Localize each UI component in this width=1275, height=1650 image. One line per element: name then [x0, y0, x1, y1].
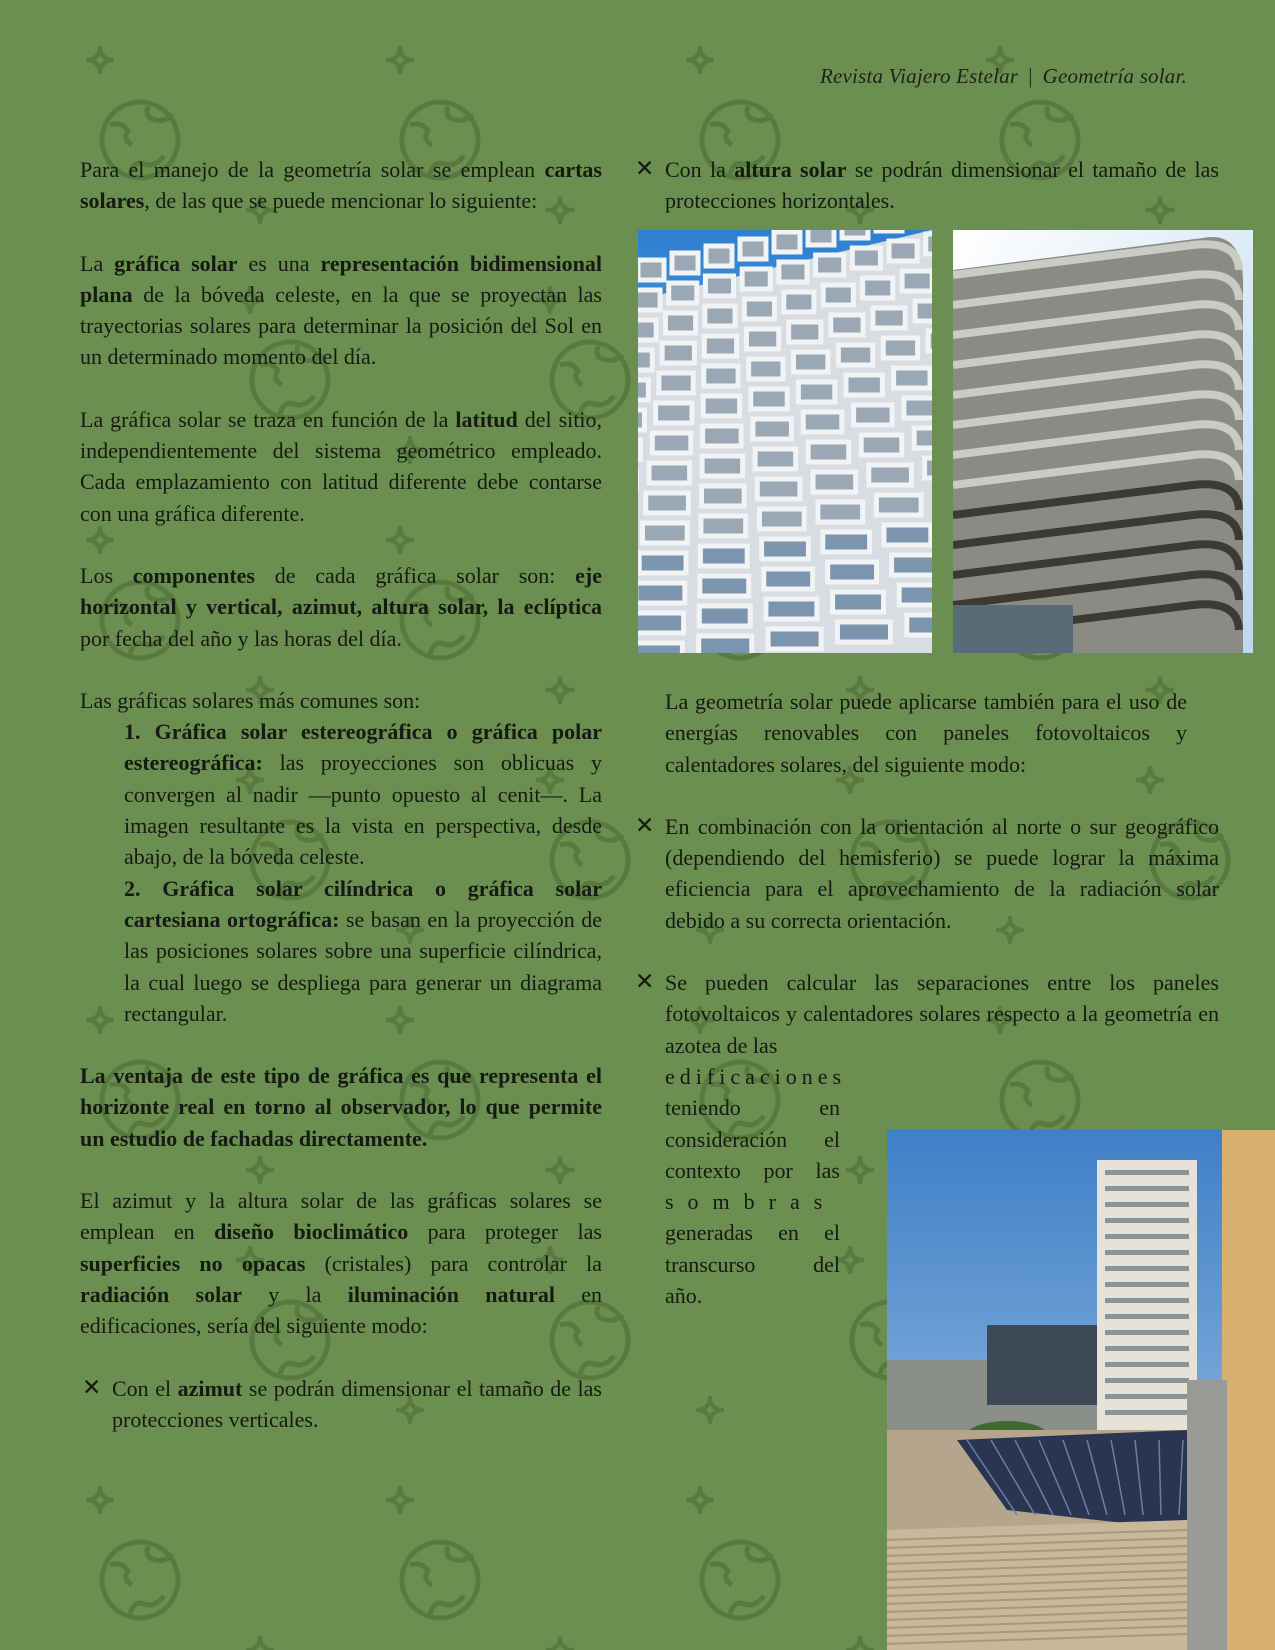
paragraph-grafica-solar: La gráfica solar es una representación bidimensional plana de la bóveda celeste, en la que se proyectan las trayectorias solares para determinar la posición del Sol en un determinado momento del día.: [80, 250, 603, 370]
sparkle-icon: [546, 1636, 574, 1650]
section-title: Geometría solar.: [1042, 64, 1187, 88]
earth-icon: [102, 1542, 178, 1618]
paragraph-latitud: La gráfica solar se traza en función de la latitud del sitio, independientemente del sistema geométrico empleado. Cada emplazamiento con latitud diferente debe contarse con una gráfica diferente.: [80, 406, 602, 526]
paragraph-energias: La geometría solar puede aplicarse también para el uso de energías renovables con paneles fotovoltaicos y calentadores solares, del siguiente modo:: [665, 689, 1187, 777]
sparkle-icon: [86, 46, 114, 74]
x-bullet-icon: ✕: [82, 1374, 102, 1401]
sparkle-icon: [386, 46, 414, 74]
earth-icon: [702, 1542, 778, 1618]
list-item: 2. Gráfica solar cilíndrica o gráfica solar cartesiana ortográfica: se basan en la proyección de las posiciones solares sobre una superficie cilíndrica, la cual luego se despliega para generar un diagrama rectangular.: [124, 875, 602, 1026]
bullet-separaciones: ✕ Se pueden calcular las separaciones entre los paneles fotovoltaicos y calentadores solares respecto a la geometría en azotea de las: [635, 969, 1219, 1058]
x-bullet-icon: ✕: [635, 969, 655, 996]
sparkle-icon: [246, 1636, 274, 1650]
earth-icon: [402, 1542, 478, 1618]
sparkle-icon: [86, 1486, 114, 1514]
sparkle-icon: [846, 1636, 874, 1650]
bullet-separaciones-continued: edificaciones teniendo en consideración el contexto por las sombras generadas en el transcurso del año.: [665, 1063, 847, 1309]
paragraph-azimut-altura: El azimut y la altura solar de las gráficas solares se emplean en diseño bioclimático para proteger las superficies no opacas (cristales) para controlar la radiación solar y la iluminación natural en edificaciones, sería del siguiente modo:: [80, 1188, 603, 1339]
facade-grid-photo: [638, 230, 932, 653]
sparkle-icon: [386, 1486, 414, 1514]
bullet-azimut: ✕ Con el azimut se podrán dimensionar el tamaño de las protecciones verticales.: [82, 1374, 602, 1432]
bullet-orientacion: ✕ En combinación con la orientación al norte o sur geográfico (dependiendo del hemisferio) se puede lograr la máxima eficiencia para el aprovechamiento de la radiación solar debido a su correcta orientación.: [635, 812, 1219, 933]
x-bullet-icon: ✕: [635, 156, 655, 182]
x-bullet-icon: ✕: [635, 812, 655, 839]
sparkle-icon: [686, 1486, 714, 1514]
running-header: Revista Viajero Estelar | Geometría solar.: [819, 64, 1187, 88]
left-column: [80, 154, 602, 1435]
list-intro: Las gráficas solares más comunes son:: [80, 687, 421, 713]
curved-building-photo: [953, 230, 1253, 653]
right-bullet-altura: ✕ Con la altura solar se podrán dimensionar el tamaño de las protecciones horizontales.: [635, 156, 1219, 214]
sparkle-icon: [696, 1396, 724, 1424]
paragraph-componentes: Los componentes de cada gráfica solar son: eje horizontal y vertical, azimut, altura solar, la eclíptica por fecha del año y las horas del día.: [80, 562, 602, 651]
paragraph-intro: Para el manejo de la geometría solar se emplean cartas solares, de las que se puede mencionar lo siguiente:: [80, 157, 602, 214]
list-item: 1. Gráfica solar estereográfica o gráfica polar estereográfica: las proyecciones son oblicuas y convergen al nadir —punto opuesto al cenit—. La imagen resultante es la vista en perspectiva, desde abajo, de la bóveda celeste.: [124, 719, 602, 870]
sparkle-icon: [686, 46, 714, 74]
graficas-list-block: [80, 685, 602, 1029]
paragraph-ventaja: La ventaja de este tipo de gráfica es que representa el horizonte real en torno al observador, lo que permite un estudio de fachadas directamente.: [80, 1063, 602, 1151]
magazine-title: Revista Viajero Estelar: [819, 64, 1019, 88]
rooftop-solar-photo: [887, 1130, 1275, 1650]
